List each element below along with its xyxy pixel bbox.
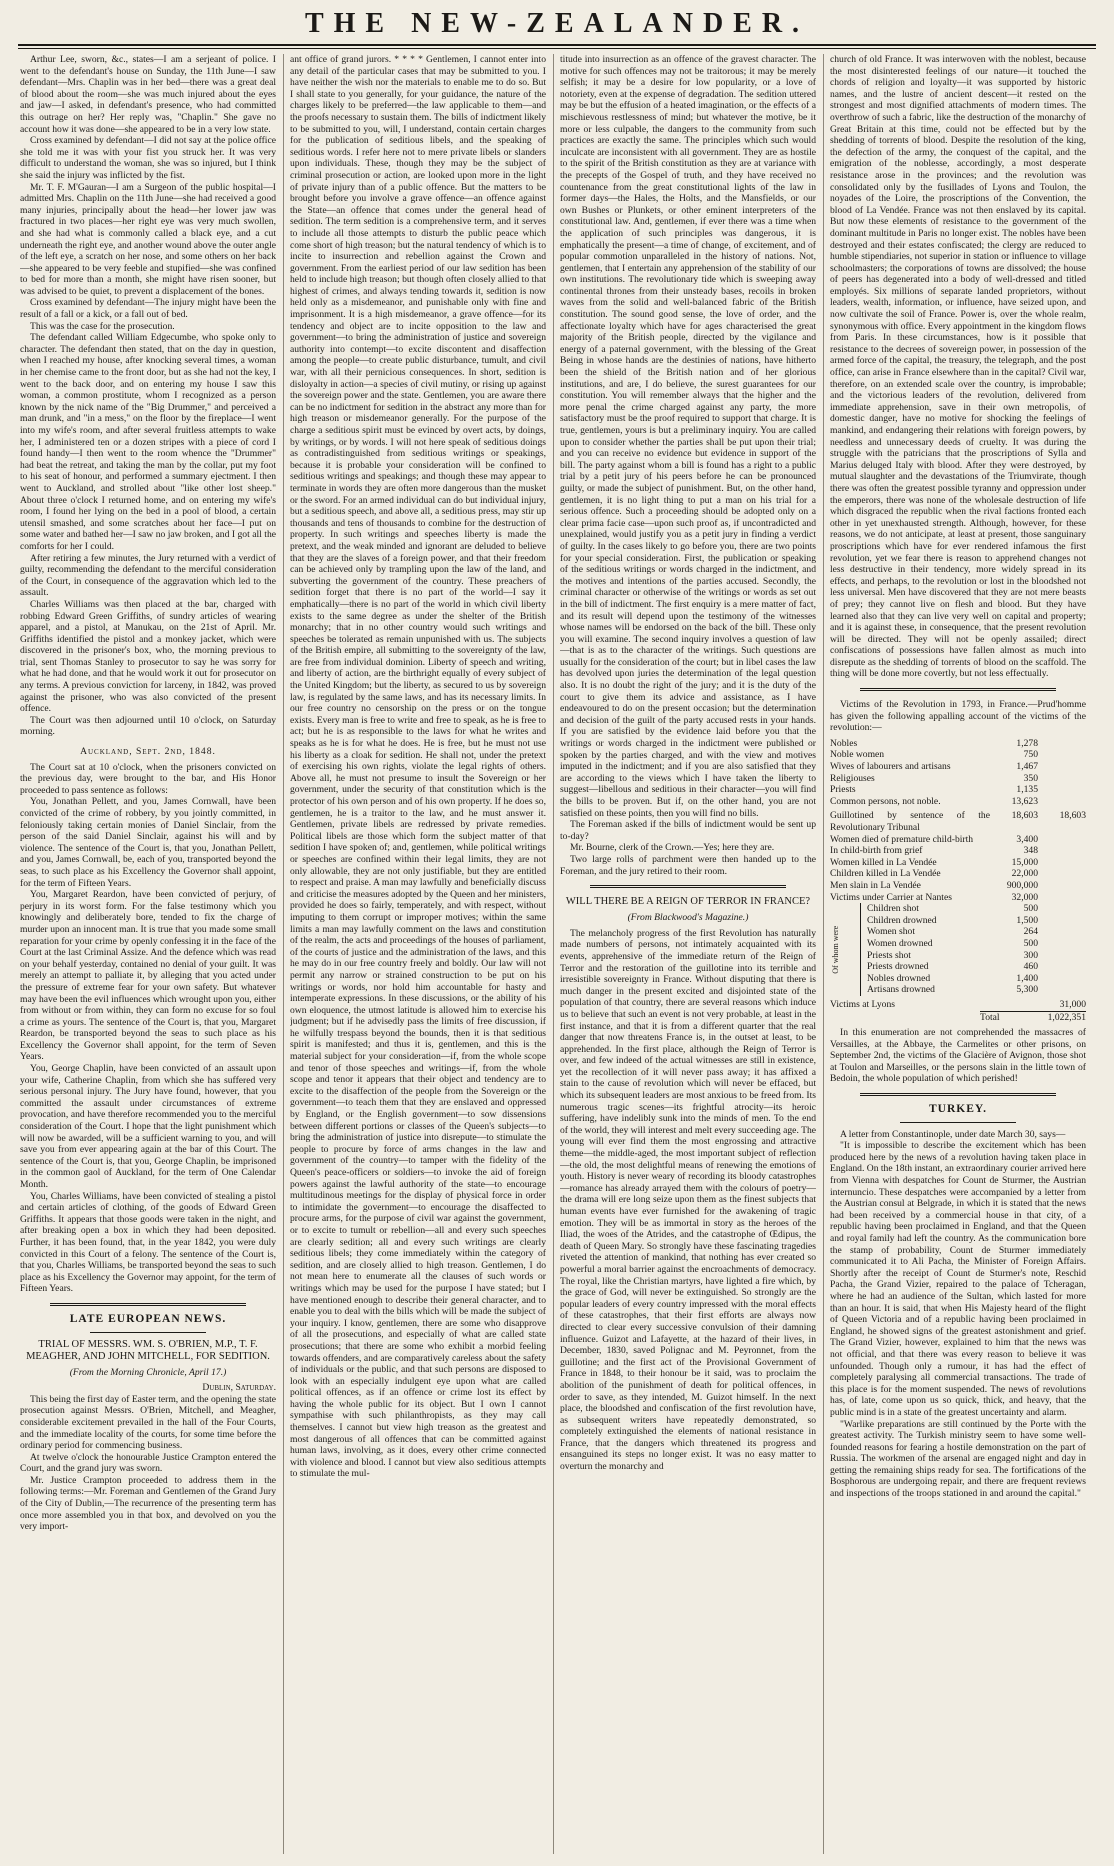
table-row (830, 880, 1086, 892)
section-rule (90, 1332, 206, 1333)
side-label: Of whom were (831, 925, 840, 974)
table-row (830, 761, 1086, 773)
row-label: Nobles (830, 737, 858, 749)
paragraph: This was the case for the prosecution. (30, 320, 175, 332)
paragraph: Mr. T. F. M'Gauran—I am a Surgeon of the public hospital—I admitted Mrs. Chaplin on the 11th June—she had received a good many injuries, principally about the head—her lower jaw was fractured in two places—her right eye was very much swollen, and she had what is commonly called a black eye, and a cut underneath the right eye, and another wound above the outer angle of the left eye, a scratch on her nose, and some others on her back—she appeared to be very feeble and stupified—she was confined to bed for more than a month, she might have risen sooner, but was advised to be quiet, to prevent a displacement of the bones. (20, 181, 276, 297)
masthead-rule (18, 44, 1096, 46)
paragraph: Mr. Justice Crampton proceeded to address them in the following terms:—Mr. Foreman and Gentlemen of the Grand Jury of the City of Dublin,—The recurrence of the presenting term has once more assembled you in that box, and devolved on you the very import- (20, 1474, 276, 1533)
row-value: 15,000 (1011, 856, 1038, 868)
row-label: Guillotined by sentence of the Revolutionary Tribunal (830, 810, 990, 833)
table-row (830, 796, 1086, 808)
row-value: 350 (1023, 772, 1038, 784)
table-row (830, 845, 1086, 857)
row-value: 32,000 (1011, 891, 1038, 903)
column-divider (283, 54, 284, 1854)
row-value: 348 (1023, 845, 1038, 857)
row-value: 750 (1023, 749, 1038, 761)
row-value: 1,278 (1016, 737, 1038, 749)
paragraph: ant office of grand jurors. * * * * Gentlemen, I cannot enter into any detail of the particular cases that may be submitted to you. I have neither the wish nor the materials to enable me to do so. But I shall state to you generally, for your guidance, the nature of the charges likely to be preferred—the law applicable to them—and the proofs necessary to sustain them. The bills of indictment likely to be submitted to you, will, I understand, contain certain charges for the publication of seditious libels, and the speaking of seditious words. I refer here not to mere private libels or slanders upon individuals. These, though they may be the subject of criminal prosecution or action, are looked upon more in the light of private injury than of a public offence. But the matters to be brought before you involve a grave offence—an offence against the State—an offence that comes under the general head of sedition. The term sedition is a comprehensive term, and it serves to include all those attempts to disturb the public peace which come short of high treason; but the natural tendency of which is to incite to insurrection and rebellion against the Crown and government. From the earliest period of our law sedition has been held to include high treason; but though often closely allied to that highest of crimes, and always tending towards it, sedition is now held only as a misdemeanor, and punishable only with fine and imprisonment. It is a high misdemeanor, a grave offence—for its tendency and object are to incite opposition to the law and government—to bring the administration of justice and sovereign authority into contempt—to excite discontent and disaffection among the people—to create public disturbance, tumult, and civil war, with all their pernicious consequences. In short, sedition is disloyalty in action—a species of civil mutiny, or rising up against the sovereign power and the state. Gentlemen, you are aware there can be no indictment for sedition in the abstract any more than for high treason or misdemeanor generally. For the purpose of the charge a seditious spirit must be evinced by overt acts, by doings, by writings, or by words. I will not here speak of seditious doings as contradistinguished from seditious writings or speakings, because it is probable your consideration will be confined to seditious writings and speakings; and though these may appear to terminate in words they are often more dangerous than the musket or the sword. For an armed individual can do but individual injury, but a seditious speech, and above all, a seditious press, may stir up thousands and tens of thousands to combine for the destruction of property. In such writings and speeches liberty is made the pretext, and the weak minded and ignorant are deluded to believe that they are the slaves of a foreign power, and that their freedom can be achieved only by trampling upon the law of the land, and subverting the government of the country. These preachers of sedition forget that there is no part of the world—I say it emphatically—there is no part of the world in which civil liberty exists to the same degree as under the shelter of the British monarchy; that in no other country would such writings and speeches be tolerated as remain unpunished with us. The subjects of the British empire, all submitting to the sovereignty of the law, are free from individual dominion. Liberty of speech and writing, and liberty of action, are the birthright equally of every subject of the United Kingdom; but the liberty, as secured to us by sovereign law, is regulated by the same laws, and has its necessary limits. In our free country no censorship on the press or on the tongue exists. Every man is free to write and free to speak, as he is free to act; but he is as responsible to the laws for what he writes and speaks as he is for what he does. He is free, but he must not use his liberty as a cloak for sedition. He shall not, under the pretext of exercising his own rights, violate the legal rights of others. Above all, he must not presume to insult the Sovereign or her government, under the security of that constitution which is the protector of his own person and of his own property. If he does so, gentlemen, he is a traitor to the law, and he must answer it. Gentlemen, private libels are redressed by private remedies. Political libels are those which form the subject matter of that sedition I have spoken of; and, gentlemen, while political writings or speeches are confined within their legal limits, they are not only allowable, they are not only justifiable, but they are entitled to respect and praise. A man may lawfully and beneficially discuss and criticise the measures adopted by the Queen and her ministers, provided he does so fairly, temperately, and with respect, without imputing to them corrupt or improper motives; within the same limits a man may lawfully comment on the laws and constitution of the realm, the acts and proceedings of the houses of parliament, of the courts of justice and the administration of the laws, and this he may do in our free country freely and boldly. Our law will not permit any narrow or strained construction to be put on his writings or words, nor hold him accountable for hasty and intemperate expressions. In these discussions, or the ability of his own eloquence, the utmost latitude is allowed him to exercise his judgment; but if he advisedly pass the limits of free discussion, if he wilfully trespass beyond the bounds, then it is that seditious spirit is manifested; and thus it is, gentlemen, and this is the material subject for your consideration—if, from the whole scope and tenor of those speeches and writings—if, from the whole scope and tenor it appears that their object and tendency are to excite to the disaffection of the people from the Sovereign or the government—to teach them that they are enslaved and oppressed by England, or the English government—to sow dissensions between different portions or classes of the Queen's subjects—to bring the administration of justice into disrepute—to stimulate the people to procure by force of arms changes in the law and government of the country—to tamper with the fidelity of the Queen's peace-officers or soldiers—to invoke the aid of foreign powers against the lawful authority of the state—to encourage multitudinous meetings for the display of physical force in order to intimidate the government—to encourage the disaffected to procure arms, for the purpose of civil war against the government, or to excite to tumult or rebellion—all and every such speeches are clearly sedition; all and every such writings are clearly seditious libels; they come immediately within the category of sedition, and are closely allied to high treason. Gentlemen, I do not mean here to enumerate all the clauses of such words or writings which may be used for the purpose I have stated; but I have mentioned enough to describe their general character, and to enable you to deal with the bills which will be made the subject of your inquiry. I know, gentlemen, there are some who disapprove of all the prosecutions, and especially of what are called state prosecutions; that there are some who exhibit a morbid feeling towards offenders, and are comparatively careless about the safety of individuals or the public, and that such persons are disposed to look with an especially indulgent eye upon what are called political offences, as if an offence or crime lost its effect by having the whole public for its object. But I own I cannot sympathise with such philanthropists, as they may call themselves. I cannot but view high treason as the greatest and most dangerous of all offences that can be committed against human laws, involving, as it does, every other crime connected with violence and blood. I cannot but view also seditious attempts to stimulate the mul- (290, 54, 546, 1480)
row-value: 1,500 (1016, 914, 1038, 926)
section-heading: LATE EUROPEAN NEWS. (69, 1312, 227, 1325)
paragraph: The Court sat at 10 o'clock, when the prisoners convicted on the previous day, were brought to the bar, and His Honor proceeded to pass sentence as follows: (20, 761, 276, 796)
row-value: 5,300 (1016, 984, 1038, 996)
masthead (0, 6, 1114, 46)
row-label: Artisans drowned (867, 984, 935, 996)
total-value: 1,022,351 (1047, 1011, 1086, 1023)
paragraph: Cross examined by defendant—The injury might have been the result of a fall or a kick, or a fall out of bed. (20, 297, 276, 321)
row-label: Priests (830, 784, 856, 796)
row-value: 500 (1023, 903, 1038, 915)
column-3 (560, 54, 816, 1854)
paragraph: Two large rolls of parchment were then handed up to the Foreman, and the jury retired to their room. (560, 853, 816, 877)
row-label: Noble women (830, 749, 885, 761)
column-2 (290, 54, 546, 1854)
row-label: Women drowned (867, 937, 933, 949)
column-divider (553, 54, 554, 1854)
row-label: Priests drowned (867, 961, 929, 973)
paragraph: You, Jonathan Pellett, and you, James Cornwall, have been convicted of the crime of robbery, by you jointly committed, in feloniously taking certain monies of Daniel Sinclair, from the person of the said Daniel Sinclair, against his will and by violence. The sentence of the Court is, that you, Jonathan Pellett, and you, James Cornwall, be, each of you, transported beyond the seas, to such place as his Excellency the Governor shall appoint, for the term of Fifteen Years. (20, 796, 276, 889)
row-value: 1,400 (1016, 972, 1038, 984)
table-row (867, 973, 1086, 985)
row-label: Children drowned (867, 914, 937, 926)
row-value: 1,467 (1016, 761, 1038, 773)
column-1 (20, 54, 276, 1854)
row-value: 18,603 (1011, 810, 1038, 822)
paragraph: Mr. Bourne, clerk of the Crown.—Yes; here they are. (570, 842, 775, 854)
table-row (867, 926, 1086, 938)
table-total-row (980, 1011, 1086, 1024)
row-total: 31,000 (1059, 998, 1086, 1010)
table-row (830, 738, 1086, 750)
table-row (830, 834, 1086, 846)
article-source: (From the Morning Chronicle, April 17.) (69, 1366, 227, 1378)
sentencing-report (20, 762, 276, 1295)
paragraph: After retiring a few minutes, the Jury returned with a verdict of guilty, recommending the defendant to the merciful consideration of the Court, in consequence of the aggravation which led to the assault. (20, 552, 276, 599)
paragraph: The Foreman asked if the bills of indictment would be sent up to-day? (560, 819, 816, 842)
dateline: Auckland, Sept. 2nd, 1848. (80, 746, 216, 758)
row-value: 264 (1023, 926, 1038, 938)
row-value: 3,400 (1016, 833, 1038, 845)
section-rule (860, 1093, 1056, 1096)
row-value: 22,000 (1011, 868, 1038, 880)
section-rule (50, 1303, 246, 1306)
row-label: Victims under Carrier at Nantes (830, 891, 952, 903)
paragraph: Arthur Lee, sworn, &c., states—I am a serjeant of police. I went to the defendant's house on Sunday, the 11th June—I saw defendant—Mrs. Chaplin was in her bed—there was a great deal of blood about the room—she was much injured about the eyes and jaw—I asked, in defendant's presence, who had committed this outrage on her? Her reply was, "Chaplin." She gave no account how it was done—she appeared to be in a very low state. (20, 54, 276, 135)
table-row (867, 961, 1086, 973)
paragraph: church of old France. It was interwoven with the noblest, because the most disinterested feelings of our nature—it touched the chords of religion and loyalty—it was supported by historic names, and the lustre of ancient descent—it rested on the strongest and most dignified attachments of modern times. The overthrow of such a fabric, like the destruction of the monarchy of Great Britain at this time, could not be effected but by the shedding of torrents of blood. Despite the resolution of the king, the defection of the army, the conquest of the capital, and the emigration of the noblesse, accordingly, a most desperate resistance arose in the provinces; and the revolution was consolidated only by the fusillades of Lyons and Toulon, the noyades of the Loire, the proscriptions of the Convention, the blood of La Vendée. France was not then enslaved by its capital. But now these elements of resistance to the government of the dominant multitude in Paris no longer exist. The nobles have been destroyed and their estates confiscated; the clergy are reduced to humble stipendiaries, not superior in station or influence to village schoolmasters; the corporations of towns are dissolved; the house of peers has degenerated into a body of well-dressed and titled employés. Six millions of separate landed proprietors, without leaders, wealth, information, or influence, have seized upon, and now cultivate the soil of France. Power is, over the whole realm, synonymous with office. Every appointment in the kingdom flows from Paris. In these circumstances, how is it possible that resistance to the decrees of sovereign power, in possession of the armed force of the capital, the treasury, the telegraph, and the post office, can arise in France elsewhere than in the capital? Civil war, therefore, on an extended scale over the country, is improbable; and the victorious leaders of the revolution, delivered from immediate apprehension, save in their own metropolis, of domestic danger, have no motive for shocking the feelings of mankind, and endangering their relations with foreign powers, by needless and unnecessary deeds of cruelty. It was during the struggle with the patricians that the proscriptions of Sylla and Marius deluged Italy with blood. After they were destroyed, by mutual slaughter and the devastations of the Triumvirate, though there was often the greatest possible tyranny and oppression under the emperors, there was none of the wholesale destruction of life which disgraced the republic when the rival factions fronted each other in yet unexhausted strength. Although, however, for these reasons, we do not anticipate, at least at present, those sanguinary proscriptions which have for ever rendered infamous the first revolution, yet we fear there is reason to apprehend changes not less destructive in their tendency, more widely spread in its effects, and perhaps, to the revolution or lost in the bloodshed not less universal. Men have discovered that they are not mere beasts of prey; they cannot live on flesh and blood. But they have learned also that they can live very well on capital and property; and it is against these, in consequence, that the present revolution will be directed. They will not be openly assailed; direct confiscations of possessions have fallen almost as much into disrepute as the shedding of torrents of blood on the scaffold. The thing will be done more covertly, but not less effectually. (830, 54, 1086, 680)
table-row (830, 749, 1086, 761)
paragraph: titude into insurrection as an offence of the gravest character. The motive for such offences may not be traitorous; it may be merely selfish; it may be a desire for low popularity, or a love of notoriety, even at the expense of degradation. The sedition uttered may be but the effusion of a heated imagination, or the effects of a mischievous restlessness of mind; but whatever the motive, be it more or less culpable, the dangers to the community from such practices are exactly the same. The principles which such would inculcate are inconsistent with all government. They are as hostile to the spirit of the British constitution as they are at variance with the precepts of the Gospel of truth, and they have received no countenance from the great constitutional lights of the law in former days—the Hales, the Holts, and the Mansfields, or our own Bushes or Plunkets, or other eminent interpreters of the constitutional law. And, gentlemen, if ever there was a time when the application of such principles was dangerous, it is emphatically the present—a time of change, of excitement, and of popular commotion unparalleled in the history of nations. Not, gentlemen, that I entertain any apprehension of the stability of our own institutions. The revolutionary tide which is sweeping away continental thrones from their unsteady bases, recoils in broken waves from the solid and well-balanced fabric of the British constitution. The sound good sense, the love of order, and the affectionate loyalty which have for ages characterised the great majority of the British people, directed by the vigilance and energy of a paternal government, with the blessing of the Great Being in whose hands are the destinies of nations, have hitherto been the shield of the British nation and of her glorious institutions, and are, I do believe, the surest guarantees for our constitution. You will remember always that the higher and the more penal the crime charged against any party, the more satisfactory must be the proof required to support that charge. It is true, gentlemen, yours is but a preliminary inquiry. You are called upon to consider whether the parties shall be put upon their trial; and you can receive no evidence but evidence in support of the bill. The party against whom a bill is found has a right to a public trial by a petit jury of his peers before he can be pronounced guilty, or made the subject of punishment. But, on the other hand, gentlemen, it is no light thing to put a man on his trial for a serious offence. Such a proceeding should be adopted only on a clear prima facie case—upon such proof as, if uncontradicted and unexplained, would justify you as a petit jury in finding a verdict of guilty. In the cases likely to go before you, there are two points for your special consideration. First, the publication or speaking of the seditious writings or words charged in the indictment, and the motives and intentions of the parties accused. Secondly, the criminal character or otherwise of the writings or words as set out in the bill of indictment. The first enquiry is a mere matter of fact, and its result will depend upon the testimony of the witnesses whose names will be endorsed on the back of the bill. These only you will examine. The second inquiry involves a question of law—that is as to the character of the writings. Such questions are usually for the consideration of the court; but in libel cases the law has devolved upon juries the determination of the legal question also. It is no doubt the right of the jury; and it is the duty of the court to give them its advice and assistance, as I have endeavoured to do on the present occasion; but the determination and decision of the guilt of the party accused rests in your hands. If you are satisfied by the evidence laid before you that the writings or words charged in the indictment were published or spoken by the parties charged, and with the view and motives imputed in the indictment; and if you are also satisfied that they are according to the views which I have taken the liberty to suggest—libellous and seditious in their character—you will find the bills to be proven. But if, on the other hand, you are not satisfied on these points, then you will find no bills. (560, 54, 816, 819)
row-total: 18,603 (1059, 810, 1086, 822)
dateline: Dublin, Saturday. (202, 1382, 276, 1394)
paragraph: The melancholy progress of the first Revolution has naturally made numbers of persons, not intimately acquainted with its events, apprehensive of the immediate return of the Reign of Terror and the restoration of the guillotine into its terrible and irresistible sovereignty in France. Without disputing that there is much danger in the present excited and disjointed state of the population of that country, there are several reasons which induce us to believe that such an event is not very probable, at least in the first instance, and that it is from a different quarter that the real danger that now threatens France is, in the outset at least, to be apprehended. In the first place, although the Reign of Terror is over, and few indeed of the actual witnesses are still in existence, yet the recollection of it will never pass away; it has affixed a stain to the cause of revolution which will never be effaced, but which its subsequent leaders are most anxious to be freed from. Its numerous tragic scenes—its frightful atrocity—its heroic suffering, have indelibly sunk into the minds of men. To the end of the world, they will interest and melt every succeeding age. The young will ever find them the most engrossing and attractive theme—the middle-aged, the most important subject of reflection—the old, the most delightful means of renewing the emotions of youth. History is never weary of recording its bloody catastrophes—romance has already arrayed them with the colours of poetry—the drama will ere long seize upon them as the finest subjects that human events have ever furnished for the awakening of tragic emotion. They will be as immortal in story as the heroes of the Iliad, the woes of the Atrides, and the catastrophe of Œdipus, the death of Queen Mary. So strongly have these fascinating tragedies riveted the attention of mankind, that nothing has ever created so powerful a moral barrier against the encroachments of democracy. The royal, like the Christian martyrs, have lighted a fire which, by the grace of God, will never be extinguished. So strongly are the popular leaders of every country impressed with the moral effects of these catastrophes, that their first efforts are always now directed to clear every successive convulsion of their damning influence. Guizot and Lafayette, at the hazard of their lives, in December, 1830, saved Polignac and M. Peyronnet, from the guillotine; and the first act of the Provisional Government of France in 1848, to their honour be it said, was to proclaim the abolition of the punishment of death for political offences, in order to save, as they intended, M. Guizot himself. In the next place, the bloodshed and confiscation of the first revolution have, as subsequent writers have repeatedly demonstrated, so completely extinguished the elements of national resistance in France, that the dangers which threatened its progress and ensanguined its steps no longer exist. It was no easy matter to overturn the monarchy and (560, 927, 816, 1473)
paragraph: Cross examined by defendant—I did not say at the police office she told me it was with your fist you struck her. It was very difficult to understand the woman, she was so injured, but I think she said the injury was inflicted by the fist. (20, 135, 276, 181)
paragraph: You, Charles Williams, have been convicted of stealing a pistol and certain articles of clothing, of the goods of Edward Green Griffiths. It appears that those goods were taken in the night, and after breaking open a box in which they had been deposited. Further, it has been found, that, in the year 1842, you were duly convicted in this Court of a felony. The sentence of the Court is, that you, Charles Williams, be transported beyond the seas to such place as his Excellency the Governor may appoint, for the term of Fifteen Years. (20, 1190, 276, 1295)
row-label: In child-birth from grief (830, 845, 923, 857)
row-label: Children killed in La Vendée (830, 868, 941, 880)
column-4 (830, 54, 1086, 1854)
row-label: Women died of premature child-birth (830, 833, 974, 845)
total-label: Total (980, 1011, 1000, 1023)
masthead-rule-thin (18, 48, 1096, 49)
table-row (830, 868, 1086, 880)
table-row (830, 857, 1086, 869)
paragraph: You, George Chaplin, have been convicted of an assault upon your wife, Catherine Chaplin, from which she has suffered very serious personal injury. The Jury have found, however, that you committed the assault under circumstances of extreme provocation, and have therefore recommended you to the merciful consideration of the Court. I hope that the light punishment which will now be awarded, will be a sufficient warning to you, and will save you from ever appearing again at the bar of this Court. The sentence of the Court is, that you, George Chaplin, be imprisoned in the common gaol of Auckland, for the term of One Calendar Month. (20, 1063, 276, 1190)
row-value: 500 (1023, 937, 1038, 949)
row-label: Priests shot (867, 949, 911, 961)
section-rule (860, 688, 1056, 691)
article-heading: WILL THERE BE A REIGN OF TERROR IN FRANCE? (565, 896, 811, 908)
row-value: 300 (1023, 949, 1038, 961)
table-row (830, 810, 1086, 833)
section-rule (590, 885, 786, 888)
paragraph: Charles Williams was then placed at the bar, charged with robbing Edward Green Griffiths, of sundry articles of wearing apparel, and a pistol, at Manukau, on the 21st of April. Mr. Griffiths identified the pistol and a monkey jacket, which were discovered in the prisoner's box, who, the morning previous to trial, sent Thomas Stanley to prosecutor to say he was sorry for what he had done, and that he would work it out for prosecutor on any terms. A previous conviction for larceny, in 1842, was proved against the prisoner, who was also convicted of the present offence. (20, 598, 276, 715)
row-label: Women shot (867, 926, 915, 938)
table-row (867, 950, 1086, 962)
row-label: Children shot (867, 903, 919, 915)
row-value: 900,000 (1006, 879, 1038, 891)
row-value: 13,623 (1011, 795, 1038, 807)
row-label: Victims at Lyons (830, 998, 895, 1010)
court-report (20, 54, 276, 738)
row-label: Women killed in La Vendée (830, 856, 937, 868)
paragraph: A letter from Constantinople, under date March 30, says— (840, 1128, 1066, 1140)
row-value: 1,135 (1016, 784, 1038, 796)
table-row (830, 773, 1086, 785)
paragraph: At twelve o'clock the honourable Justice Crampton entered the Court, and the grand jury was sworn. (20, 1451, 276, 1475)
row-label: Men slain in La Vendée (830, 879, 921, 891)
table-row (867, 984, 1086, 996)
newspaper-title: THE NEW-ZEALANDER. (304, 8, 810, 39)
row-label: Wives of labourers and artisans (830, 761, 951, 773)
table-row (830, 892, 1086, 904)
paragraph: This being the first day of Easter term, and the opening the state prosecution against Messrs. O'Brien, Mitchell, and Meagher, considerable excitement prevailed in the hall of the Four Courts, and the immediate locality of the courts, for some time before the ordinary period for commencing business. (20, 1393, 276, 1452)
table-row (867, 903, 1086, 915)
article-source: (From Blackwood's Magazine.) (627, 912, 749, 924)
section-heading: TURKEY. (928, 1103, 988, 1116)
paragraph: In this enumeration are not comprehended the massacres of Versailles, at the Abbaye, the Carmelites or other prisons, on September 2nd, the victims of the Glacière of Avignon, those shot at Toulon and Marseilles, or the persons slain in the little town of Bedoin, the whole population of which perished! (830, 1027, 1086, 1085)
article-heading: TRIAL OF MESSRS. WM. S. O'BRIEN, M.P., T. F. MEAGHER, AND JOHN MITCHELL, FOR SEDITION. (26, 1338, 270, 1362)
column-divider (823, 54, 824, 1854)
row-label: Nobles drowned (867, 972, 931, 984)
paragraph: You, Margaret Reardon, have been convicted of perjury, of perjury in its worst form. For the false testimony which you knowingly and deliberately bore, tended to fix the charge of murder upon an innocent man. It is true that you made some small reparation for your crime by openly confessing it in the face of the Court at the last Criminal Assize. And the defence which was read on your behalf yesterday, contained no denial of your guilt. It was merely an attempt to palliate it, by alleging that you acted under the pressure of extreme fear for your own safety. But whatever may have been the evil influences which wrought upon you, either from without or from within, they can form no excuse for so foul a crime as yours. The sentence of the Court is, that you, Margaret Reardon, be transported beyond the seas to such place as his Excellency the Governor shall appoint, for the term of Seven Years. (20, 889, 276, 1063)
section-rule (900, 1122, 1016, 1123)
nantes-breakdown (830, 903, 1086, 996)
row-label: Religiouses (830, 772, 875, 784)
paragraph: "It is impossible to describe the excitement which has been produced here by the news of a revolution having taken place in England. On the 18th instant, an extraordinary courier arrived here from Vienna with despatches for Count de Sturmer, the Austrian internuncio. These despatches were accompanied by a letter from the Austrian consul at Belgrade, in which it is stated that the news had been received by a commercial house in that city, of a republic having been proclaimed in England, and that the Queen and royal family had left the country. As the communication bore the stamp of probability, Count de Sturmer immediately communicated it to Ali Pacha, the Minister of Foreign Affairs. Shortly after the receipt of Count de Sturmer's note, Reschid Pacha, the Grand Vizier, repaired to the palace of Tcheragan, where he had an audience of the Sultan, which lasted for more than an hour. It is said, that when His Majesty heard of the flight of Queen Victoria and of a republic having been proclaimed in England, he showed signs of the greatest astonishment and grief. The Grand Vizier, however, explained to him that the news was not official, and that there was every reason to believe it was unfounded. Though only a rumour, it has had the effect of completely paralysing all commercial transactions. The trade of this place is for the moment suspended. The news of revolutions has, of late, come upon us so quick, thick, and heavy, that the public mind is in a state of the greatest uncertainty and alarm. (830, 1140, 1086, 1418)
victims-table (830, 738, 1086, 1023)
victims-intro: Victims of the Revolution in 1793, in France.—Prud'homme has given the following appalling account of the victims of the revolution:— (830, 699, 1086, 734)
row-label: Common persons, not noble. (830, 795, 941, 807)
table-row (867, 915, 1086, 927)
paragraph: The Court was then adjourned until 10 o'clock, on Saturday morning. (20, 714, 276, 738)
paragraph: The defendant called William Edgecumbe, who spoke only to character. The defendant then stated, that on the day in question, when I reached my house, after knocking several times, a woman in her chemise came to the front door, but as she had not the key, I went to the back door, and on entering my house I saw this woman, a common prostitute, whom I recognized as a person known by the nick name of the "Big Drummer," and perceived a man drunk, and "in a mess," on the floor by the fireplace—I went into my wife's room, and after several fruitless attempts to wake her, I administered ten or a dozen stripes with a piece of cord I found handy—I then went to the room whence the "Drummer" had beat the retreat, and taking the man by the collar, put my foot to his seat of honour, and performed a summary ejectment. I then went to Auckland, and strolled about "like other lost sheep." About three o'clock I returned home, and on entering my wife's room, I found her lying on the bed in a pool of blood, a certain utensil smashed, and some scratches about her face—I put on some water and bathed her—I saw no jaw broken, and I got all the comforts for her I could. (20, 332, 276, 552)
row-value: 460 (1023, 961, 1038, 973)
table-row (867, 938, 1086, 950)
table-row (830, 999, 1086, 1011)
table-row (830, 784, 1086, 796)
paragraph: "Warlike preparations are still continued by the Porte with the greatest activity. The Turkish ministry seem to have some well-founded reasons for fearing a hostile demonstration on the part of Russia. The workmen of the arsenal are engaged night and day in getting the remaining ships ready for sea. The fortifications of the Bosphorous are undergoing repair, and there are frequent reviews and inspections of the troops stationed in and around the capital." (830, 1418, 1086, 1500)
